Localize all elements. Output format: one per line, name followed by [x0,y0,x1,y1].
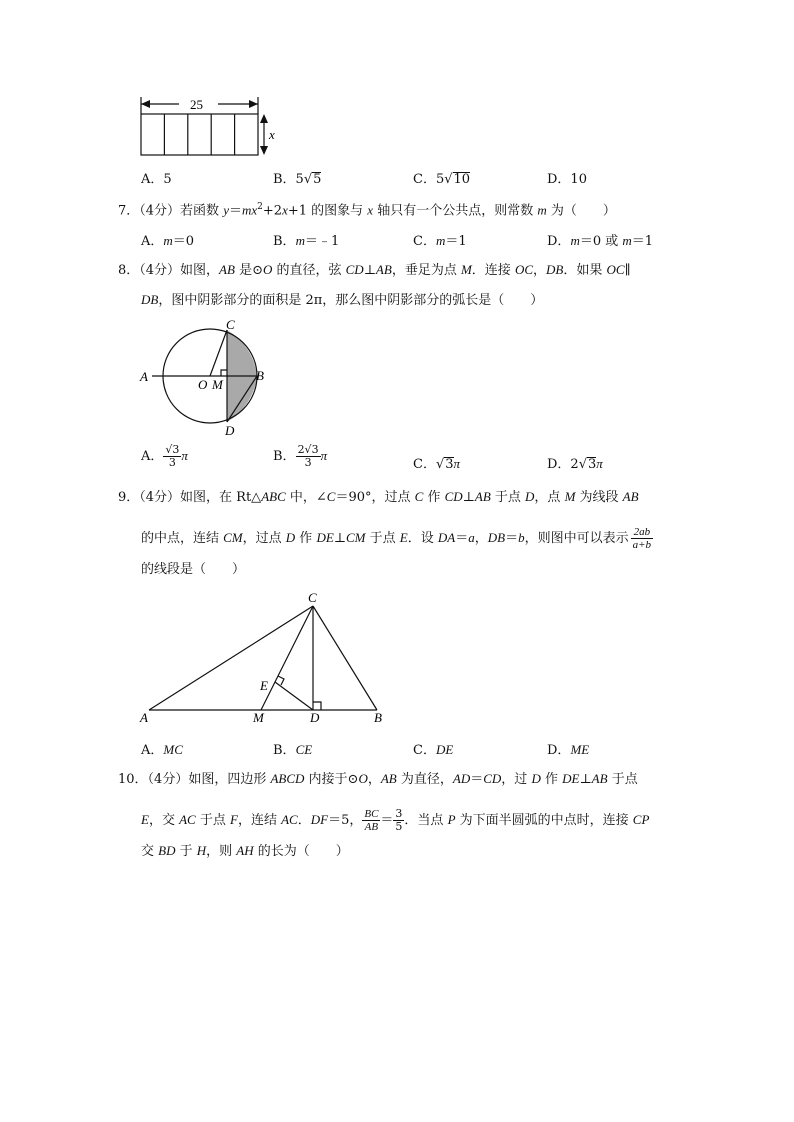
q8-option-d[interactable]: D．2√3π [547,456,603,472]
q7-option-c[interactable]: C．m＝1 [413,233,467,249]
q8-figure [136,316,286,442]
q10-stem-line1: 10．（4分）如图，四边形 ABCD 内接于⊙O，AB 为直径，AD＝CD，过 D 作 DE⊥AB 于点 [118,771,638,787]
q9-option-b[interactable]: B．CE [273,742,313,758]
q8-segment-oc [210,330,227,376]
q6-options [0,168,794,186]
q9-stem-line2: 的中点，连结 CM，过点 D 作 DE⊥CM 于点 E．设 DA＝a，DB＝b，则图中可以表示 $\frac{2ab}{a+b}$ [141,526,652,551]
q6-option-a[interactable]: A．5 [141,172,172,187]
q9-figure [136,588,396,728]
q10-stem-line2: E，交 AC 于点 F，连结 AC．DF＝5， $\frac{BC}{AB}$ ＝ $\frac{3}{5}$ ．当点 P 为下面半圆弧的中点时，连接 CP [141,807,650,833]
q9-right-angle-mark-e [278,676,284,685]
q8-shaded-region [227,330,257,376]
q8-option-c[interactable]: C．√3π [413,456,461,472]
q7-option-b[interactable]: B．m＝﹣1 [273,233,340,249]
q8-option-a[interactable]: A． $\frac{√3}{3}$ π [141,443,188,469]
q6-option-d[interactable]: D．10 [547,172,587,187]
q8-label-c: C [226,317,235,332]
q8-stem-line2: DB，图中阴影部分的面积是 2π，那么图中阴影部分的弧长是（ ） [141,292,544,308]
q8-label-o: O [198,377,208,392]
q7-option-d[interactable]: D．m＝0 或 m＝1 [547,233,654,249]
q8-stem-line1: 8．（4分）如图，AB 是⊙O 的直径，弦 CD⊥AB，垂足为点 M．连接 OC，DB．如果 OC∥ [118,262,631,278]
q9-segment-de [275,682,313,710]
q8-right-angle-mark [221,370,227,376]
q9-option-c[interactable]: C．DE [413,742,454,758]
q9-segment-ac [149,606,313,710]
q6-width-label: 25 [190,97,203,112]
q7-stem: 7．（4分）若函数 $y=mx^2+2x+1$ 的图象与 x 轴只有一个公共点，则常数 m 为（ ） [118,202,616,219]
q8-label-m: M [212,377,223,392]
q6-option-c[interactable]: C．5√10 [413,172,471,187]
q8-label-a: A [140,369,148,384]
q9-label-a: A [140,710,148,725]
q8-option-b[interactable]: B． $\frac{2√3}{3}$ π [273,443,328,469]
q8-label-d: D [225,423,235,438]
q8-label-b: B [256,368,264,383]
q9-segment-bc [313,606,377,710]
q8-options [0,444,794,474]
q9-label-e: E [260,678,268,693]
q7-options [0,230,794,248]
q6-rectangle [141,114,258,155]
q9-options [0,739,794,757]
q6-height-label: x [269,127,275,142]
q9-stem-line3: 的线段是（ ） [141,562,246,577]
q9-right-angle-mark-d [313,702,321,710]
q9-label-b: B [374,710,382,725]
q6-option-b[interactable]: B．5√5 [273,172,322,187]
q7-option-a[interactable]: A．m＝0 [141,233,195,249]
q9-option-a[interactable]: A．MC [141,742,183,758]
q9-label-c: C [308,590,317,605]
q9-stem-line1: 9．（4分）如图，在 Rt△ABC 中，∠C＝90°，过点 C 作 CD⊥AB 于点 D，点 M 为线段 AB [118,489,639,505]
q9-label-d: D [310,710,320,725]
q9-segment-cm [261,606,313,710]
q9-option-d[interactable]: D．ME [547,742,590,758]
q6-figure [130,94,280,160]
q9-label-m: M [253,710,264,725]
q10-stem-line3: 交 BD 于 H，则 AH 的长为（ ） [141,843,349,859]
